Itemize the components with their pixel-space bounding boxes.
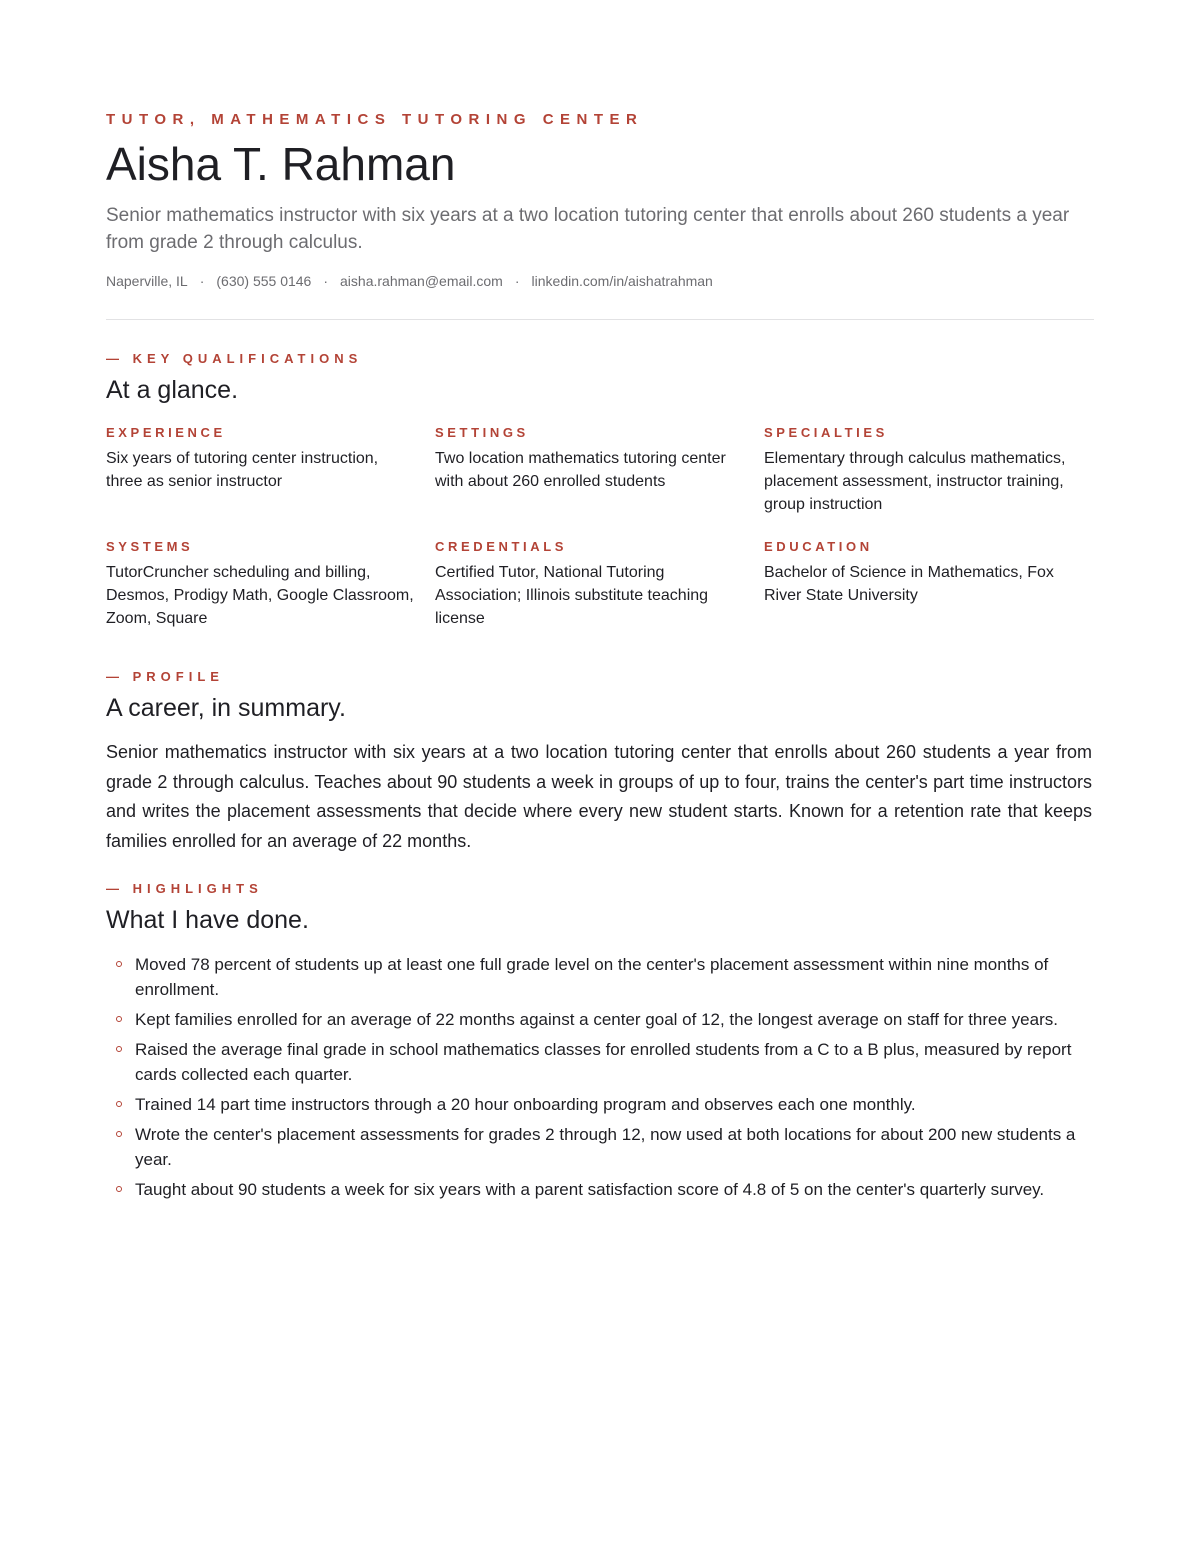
list-item	[106, 1092, 1094, 1117]
highlights-section	[106, 880, 1094, 1202]
section-label: — KEY QUALIFICATIONS	[106, 351, 363, 366]
highlight-text: Wrote the center's placement assessments for grades 2 through 12, now used at both locations for about 200 new students a year.	[135, 1125, 1076, 1169]
list-item	[106, 1007, 1094, 1032]
candidate-name: Aisha T. Rahman	[106, 138, 456, 190]
job-title-eyebrow: TUTOR, MATHEMATICS TUTORING CENTER	[106, 111, 644, 128]
highlight-text: Trained 14 part time instructors through a 20 hour onboarding program and observes each one monthly.	[135, 1095, 916, 1114]
contact-separator: ·	[514, 273, 520, 289]
key-qualifications-section	[106, 350, 1094, 630]
tagline: Senior mathematics instructor with six years at a two location tutoring center that enrolls about 260 students a year from grade 2 through calculus.	[106, 205, 1070, 253]
highlights-list	[106, 952, 1094, 1202]
profile-summary: Senior mathematics instructor with six years at a two location tutoring center that enrolls about 260 students a year from grade 2 through calculus. Teaches about 90 students a week in groups of up to four, trains the center's part time instructors and writes the placement assessments that decide where every new student starts. Known for a retention rate that keeps families enrolled for an average of 22 months.	[106, 742, 1092, 851]
circle-bullet-icon	[116, 1016, 122, 1022]
resume-header	[106, 110, 1094, 320]
contact-line	[106, 271, 1094, 291]
circle-bullet-icon	[116, 961, 122, 967]
qualification-heading: SYSTEMS	[106, 539, 194, 554]
list-item	[106, 952, 1094, 1002]
qualifications-grid	[106, 424, 1094, 630]
circle-bullet-icon	[116, 1131, 122, 1137]
profile-section	[106, 668, 1094, 856]
section-label: — HIGHLIGHTS	[106, 881, 263, 896]
qualification-credentials	[435, 538, 764, 630]
list-item	[106, 1037, 1094, 1087]
section-title: A career, in summary.	[106, 694, 346, 722]
qualification-heading: EXPERIENCE	[106, 425, 226, 440]
qualification-specialties	[764, 424, 1094, 516]
circle-bullet-icon	[116, 1101, 122, 1107]
qualification-experience	[106, 424, 435, 516]
qualification-systems	[106, 538, 435, 630]
contact-email: aisha.rahman@email.com	[340, 273, 503, 289]
header-divider	[106, 319, 1094, 320]
qualification-heading: CREDENTIALS	[435, 539, 568, 554]
highlight-text: Taught about 90 students a week for six years with a parent satisfaction score of 4.8 of 5 on the center's quarterly survey.	[135, 1180, 1045, 1199]
highlight-text: Moved 78 percent of students up at least one full grade level on the center's placement assessment within nine months of enrollment.	[135, 955, 1049, 999]
highlight-text: Raised the average final grade in school mathematics classes for enrolled students from a C to a B plus, measured by report cards collected each quarter.	[135, 1040, 1072, 1084]
qualification-heading: EDUCATION	[764, 539, 873, 554]
qualification-text: Six years of tutoring center instruction, three as senior instructor	[106, 450, 379, 490]
qualification-settings	[435, 424, 764, 516]
contact-separator: ·	[323, 273, 329, 289]
qualification-text: Two location mathematics tutoring center with about 260 enrolled students	[435, 450, 726, 490]
circle-bullet-icon	[116, 1046, 122, 1052]
qualification-text: Elementary through calculus mathematics, placement assessment, instructor training, group instruction	[764, 450, 1066, 513]
circle-bullet-icon	[116, 1186, 122, 1192]
qualification-heading: SPECIALTIES	[764, 425, 888, 440]
contact-separator: ·	[199, 273, 205, 289]
qualification-text: TutorCruncher scheduling and billing, Desmos, Prodigy Math, Google Classroom, Zoom, Square	[106, 564, 414, 627]
section-title: At a glance.	[106, 376, 239, 404]
highlight-text: Kept families enrolled for an average of 22 months against a center goal of 12, the longest average on staff for three years.	[135, 1010, 1058, 1029]
section-title: What I have done.	[106, 906, 309, 934]
section-label: — PROFILE	[106, 669, 224, 684]
contact-linkedin: linkedin.com/in/aishatrahman	[531, 273, 713, 289]
list-item	[106, 1177, 1094, 1202]
qualification-text: Bachelor of Science in Mathematics, Fox River State University	[764, 564, 1054, 604]
qualification-education	[764, 538, 1094, 630]
qualification-text: Certified Tutor, National Tutoring Association; Illinois substitute teaching license	[435, 564, 709, 627]
contact-location: Naperville, IL	[106, 273, 188, 289]
contact-phone: (630) 555 0146	[216, 273, 312, 289]
list-item	[106, 1122, 1094, 1172]
qualification-heading: SETTINGS	[435, 425, 529, 440]
